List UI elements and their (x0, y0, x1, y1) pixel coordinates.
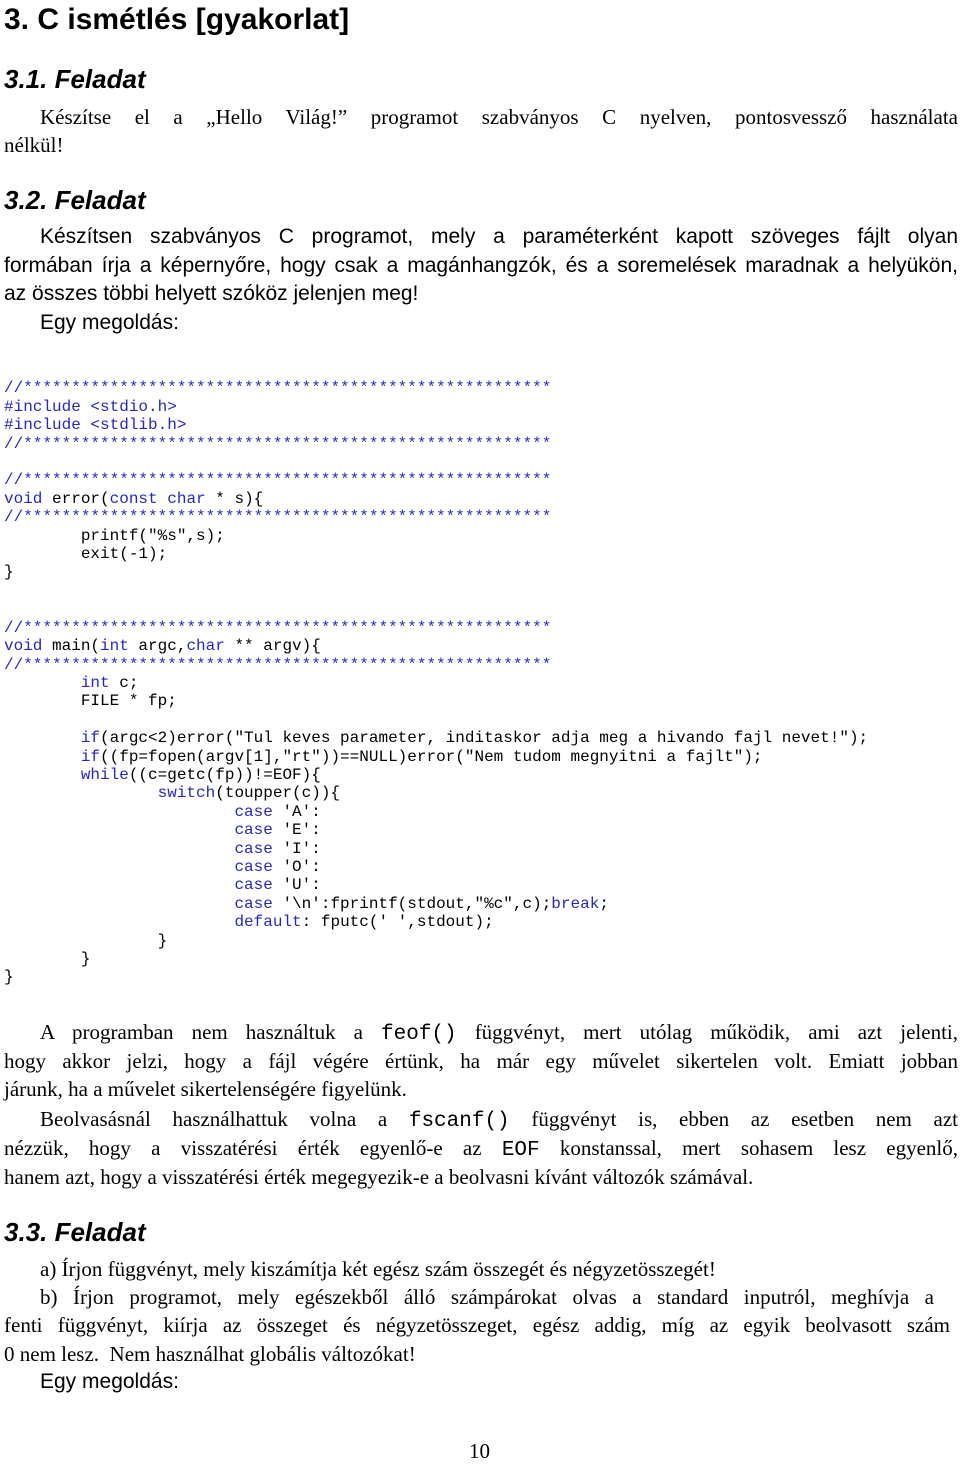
task-3-a: a) Írjon függvényt, mely kiszámítja két egész szám összegét és négyzetösszegét! (40, 1257, 716, 1281)
para-text: nézzük, hogy a visszatérési érték egyenlő-e az (4, 1136, 502, 1160)
include-stdio: #include <stdio.h> (4, 397, 177, 416)
para-text: A programban nem használtuk a (40, 1020, 382, 1044)
task-2-line-1: Készítsen szabványos C programot, mely a paraméterként kapott szöveges fájlt olyan (40, 225, 958, 248)
code-text: argc, (128, 637, 187, 656)
keyword-while: while (80, 765, 129, 784)
comment-line: //******************************************************* (4, 471, 552, 490)
task-3-b-line-1: b) Írjon programot, mely egészekből álló számpárokat olvas a standard inputról, meghívja a (40, 1285, 934, 1309)
exit-line: exit(-1); (80, 545, 168, 564)
para-text: Beolvasásnál használhattuk volna a (40, 1107, 409, 1131)
code-text: (toupper(c)){ (215, 784, 341, 803)
comment-line: //******************************************************* (4, 508, 552, 527)
code-text: 'A': (272, 802, 321, 821)
close-brace: } (4, 563, 14, 582)
page-heading: 3. C ismétlés [gyakorlat] (4, 3, 350, 36)
para-2-line-3: hanem azt, hogy a visszatérési érték megegyezik-e a beolvasni kívánt változók számával. (4, 1165, 754, 1189)
keyword-int: int (80, 673, 110, 692)
code-text: ((c=getc(fp))!=EOF){ (128, 765, 321, 784)
code-text: (argc<2)error("Tul keves parameter, inditaskor adja meg a hivando fajl nevet!"); (100, 729, 869, 748)
task-3-b-line-3: 0 nem lesz. Nem használhat globális változókat! (4, 1342, 416, 1366)
keyword-void: void (4, 637, 43, 656)
code-text: 'U': (272, 876, 321, 895)
code-text: '\n':fprintf(stdout,"%c",c); (272, 894, 552, 913)
code-text: 'O': (272, 857, 321, 876)
code-text: error( (42, 489, 110, 508)
code-text: 'E': (272, 821, 321, 840)
keyword-default: default (234, 913, 302, 932)
close-brace: } (157, 931, 168, 950)
keyword-case: case (234, 894, 273, 913)
para-text: függvényt, mert utólag működik, ami azt jelenti, (456, 1020, 958, 1044)
keyword-int: int (100, 637, 129, 656)
code-text (158, 490, 168, 508)
keyword-switch: switch (157, 784, 216, 803)
comment-line: //******************************************************* (4, 655, 552, 674)
keyword-const: const (109, 489, 158, 508)
code-text: : fputc(' ',stdout); (301, 913, 494, 932)
keyword-case: case (234, 857, 273, 876)
task-2-line-2: formában írja a képernyőre, hogy csak a magánhangzók, és a soremelések maradnak a helyükön, (4, 254, 958, 277)
code-text: 'I': (272, 839, 321, 858)
code-block (4, 361, 868, 987)
code-text: ((fp=fopen(argv[1],"rt"))==NULL)error("Nem tudom megnyitni a fajlt"); (100, 747, 763, 766)
inline-code-fscanf: fscanf() (408, 1110, 510, 1133)
code-text: ; (599, 894, 609, 913)
page-number: 10 (469, 1439, 490, 1463)
comment-line: //******************************************************* (4, 434, 552, 453)
keyword-case: case (234, 821, 273, 840)
para-2-line-1 (40, 1105, 958, 1136)
keyword-case: case (234, 876, 273, 895)
task-2-line-3: az összes többi helyett szóköz jelenjen meg! (4, 282, 419, 305)
comment-line: //******************************************************* (4, 618, 552, 637)
solution-label-1: Egy megoldás: (40, 311, 179, 334)
code-text: ** argv){ (224, 637, 321, 656)
printf-line: printf("%s",s); (80, 526, 225, 545)
task-2-title: 3.2. Feladat (4, 185, 146, 215)
keyword-if: if (80, 747, 101, 766)
include-stdlib: #include <stdlib.h> (4, 416, 187, 435)
para-1-line-2: hogy akkor jelzi, hogy a fájl végére értünk, ha már egy művelet sikertelen volt. Emiatt jobban (4, 1049, 958, 1073)
task-1-line-1: Készítse el a „Hello Világ!” programot szabványos C nyelven, pontosvessző használata (40, 105, 958, 129)
keyword-char: char (186, 637, 225, 656)
inline-code-eof: EOF (501, 1139, 540, 1162)
para-text: függvényt is, ebben az esetben nem azt (509, 1107, 958, 1131)
keyword-case: case (234, 802, 273, 821)
para-1-line-3: járunk, ha a művelet sikertelenségére figyelünk. (4, 1077, 407, 1101)
task-3-title: 3.3. Feladat (4, 1217, 146, 1247)
code-text: * s){ (205, 489, 264, 508)
code-text: FILE * fp; (80, 692, 177, 711)
para-2-line-2 (4, 1134, 958, 1165)
inline-code-feof: feof() (381, 1023, 457, 1046)
task-1-line-2: nélkül! (4, 133, 64, 157)
close-brace: } (80, 950, 91, 968)
para-text: konstanssal, mert sohasem lesz egyenlő, (539, 1136, 959, 1160)
keyword-void: void (4, 489, 43, 508)
code-text: c; (109, 673, 139, 692)
task-1-title: 3.1. Feladat (4, 64, 146, 94)
comment-line: //******************************************************* (4, 379, 552, 398)
keyword-char: char (167, 489, 206, 508)
close-brace: } (4, 968, 14, 987)
task-3-b-line-2: fenti függvényt, kiírja az összeget és négyzetösszeget, egész addig, míg az egyik beolvasott szám (4, 1313, 950, 1337)
keyword-break: break (551, 894, 600, 913)
solution-label-2: Egy megoldás: (40, 1370, 179, 1393)
keyword-case: case (234, 839, 273, 858)
keyword-if: if (80, 729, 101, 748)
para-1-line-1 (40, 1018, 958, 1049)
code-text: main( (42, 637, 101, 656)
